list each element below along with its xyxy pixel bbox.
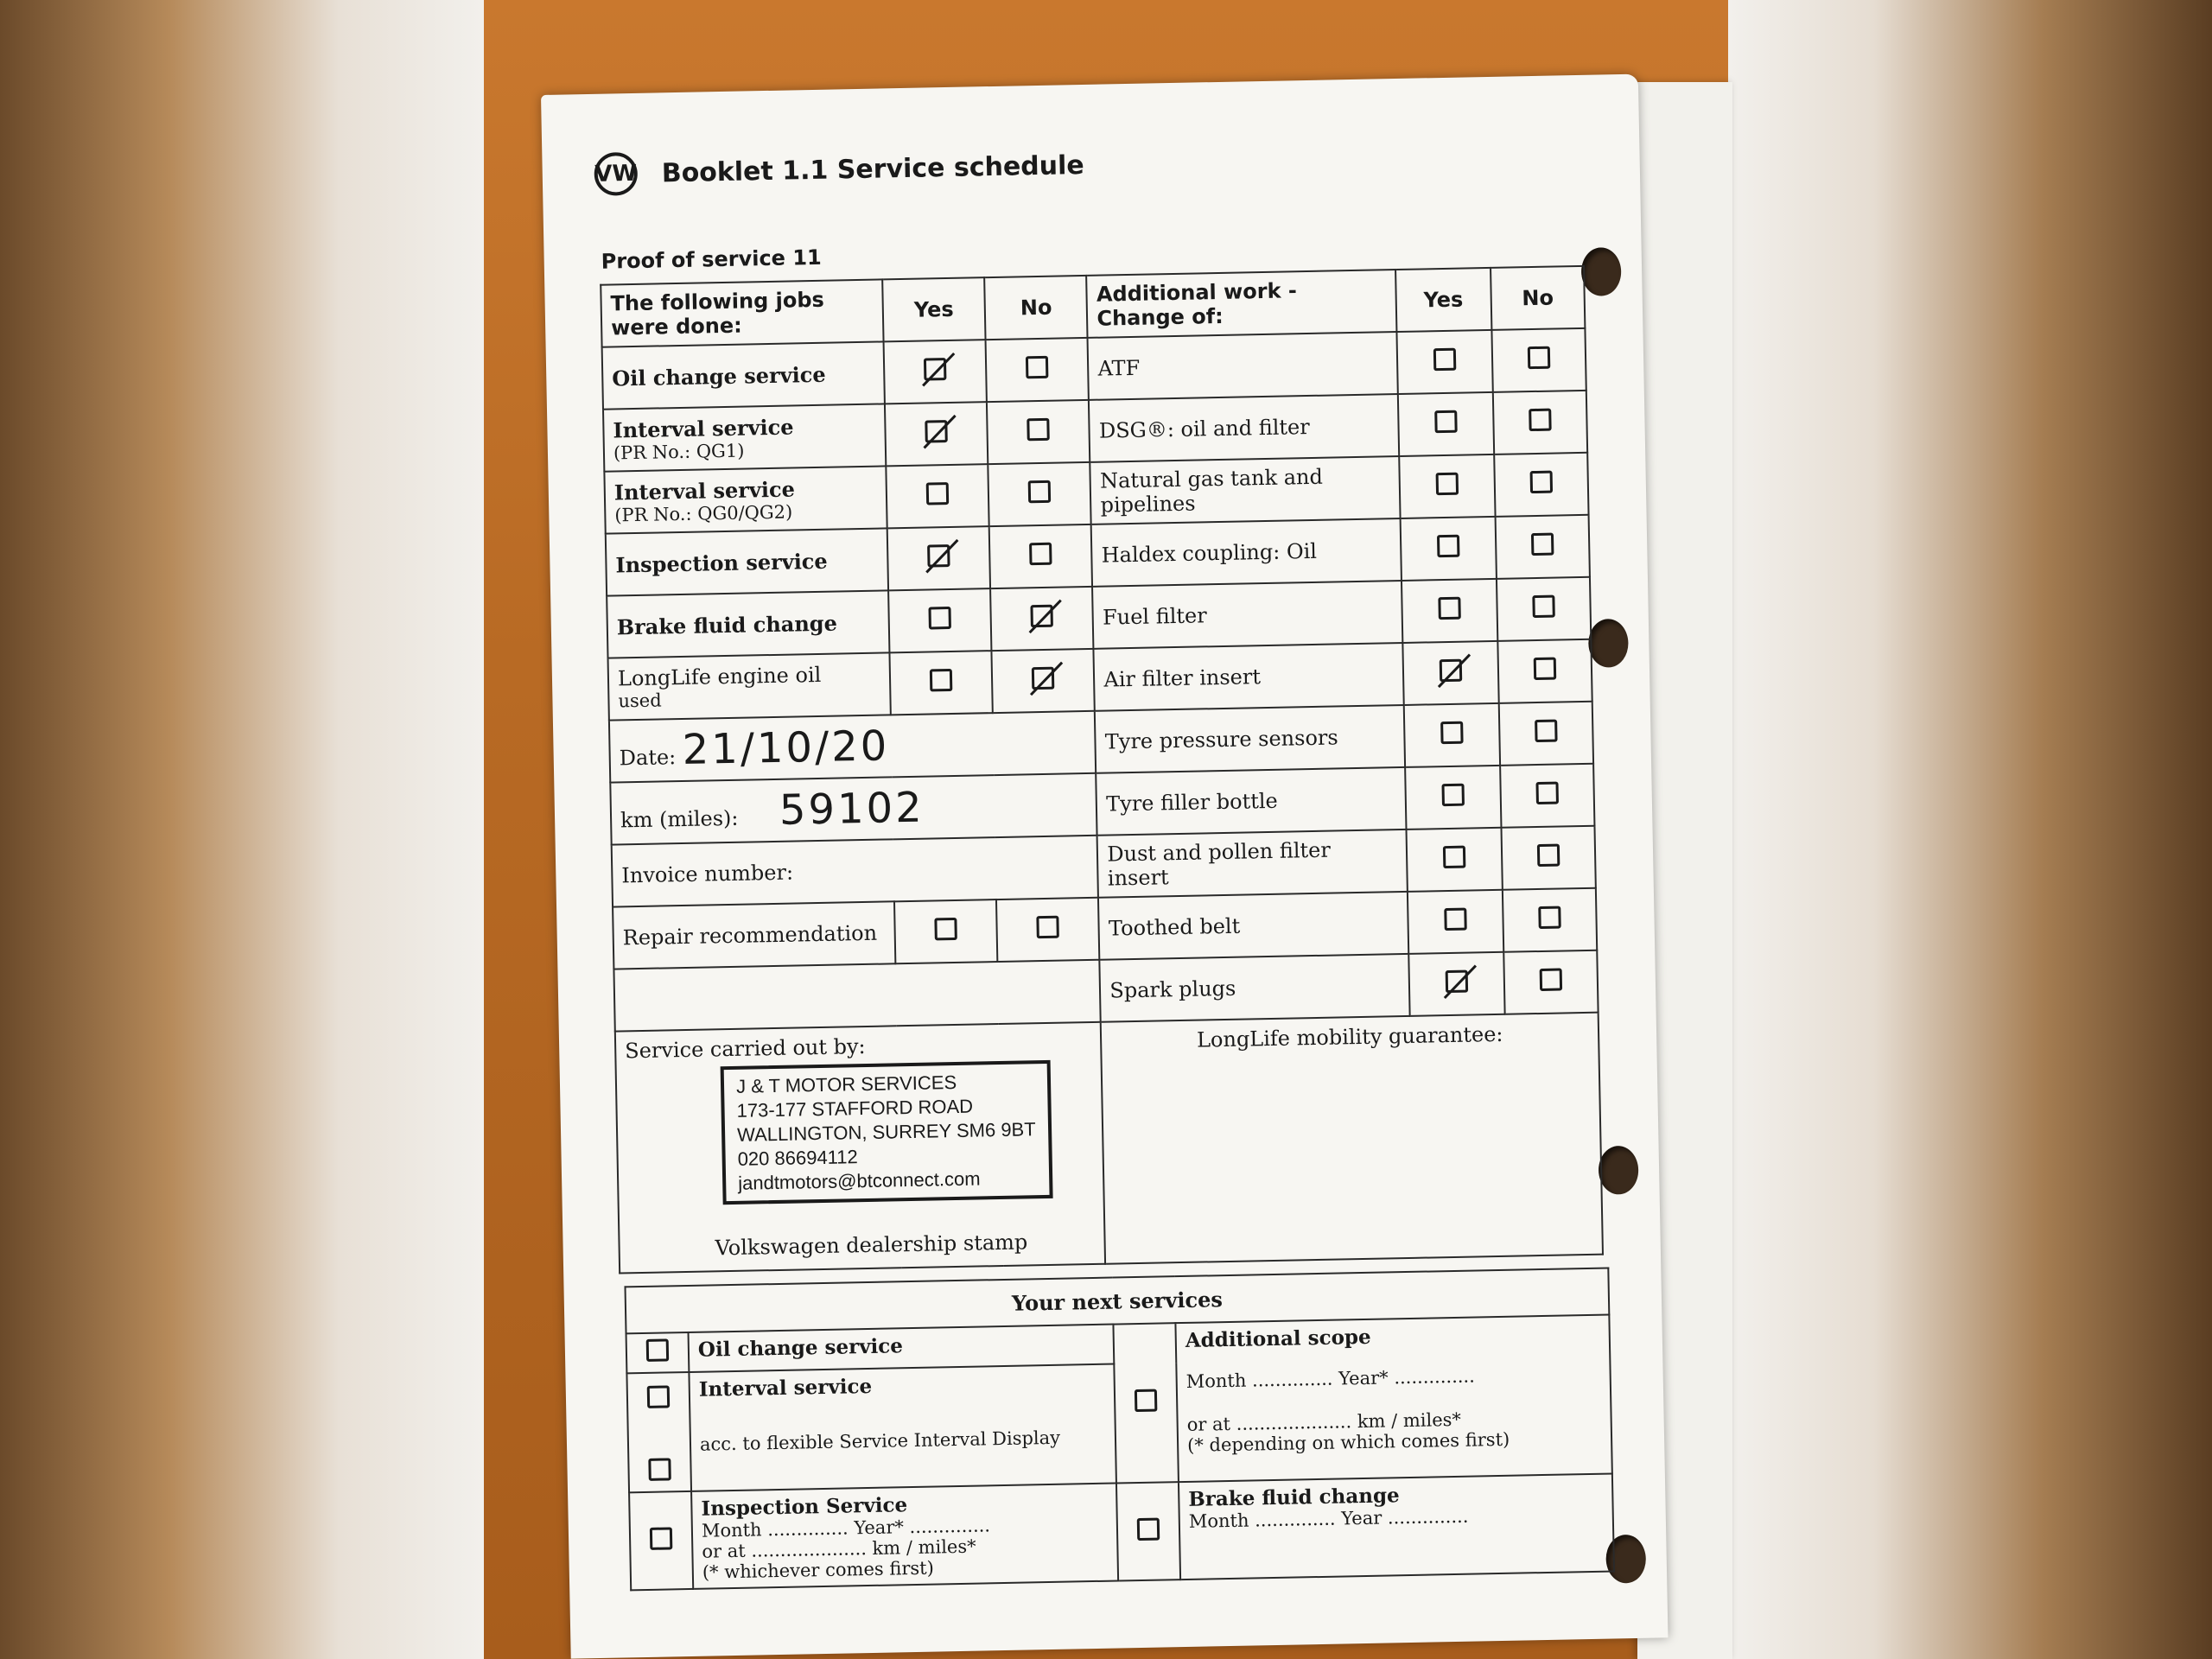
next-brake-checkbox[interactable] xyxy=(1137,1517,1160,1540)
job-no-checkbox[interactable] xyxy=(1031,605,1053,627)
additional-no-checkbox[interactable] xyxy=(1528,346,1550,369)
job-row xyxy=(606,528,888,595)
job-yes-checkbox[interactable] xyxy=(924,358,946,380)
job-no-checkbox[interactable] xyxy=(1027,418,1050,441)
mobility-guarantee-label: LongLife mobility guarantee: xyxy=(1196,1021,1503,1052)
date-field[interactable] xyxy=(609,711,1096,783)
additional-no-checkbox[interactable] xyxy=(1537,844,1560,867)
next-inspection-checkbox[interactable] xyxy=(650,1527,672,1549)
vw-logo-icon: VW xyxy=(594,152,638,196)
next-brake-label: Brake fluid change xyxy=(1188,1484,1400,1511)
next-additional-label: Additional scope xyxy=(1185,1325,1371,1352)
booklet-page xyxy=(541,74,1669,1659)
job-row xyxy=(607,590,889,658)
next-inspection-note: (* whichever comes first) xyxy=(702,1557,935,1583)
additional-yes-heading: Yes xyxy=(1395,268,1492,332)
next-brake-box xyxy=(1179,1473,1614,1580)
additional-item: Air filter insert xyxy=(1094,643,1404,711)
additional-no-checkbox[interactable] xyxy=(1529,471,1552,493)
next-interval-sub: acc. to flexible Service Interval Display xyxy=(699,1427,1061,1455)
background-left xyxy=(0,0,484,1659)
mileage-field[interactable] xyxy=(610,773,1097,845)
next-interval-checkbox[interactable] xyxy=(647,1385,670,1408)
next-brake-month: Month .............. Year .............. xyxy=(1188,1505,1469,1532)
additional-yes-checkbox[interactable] xyxy=(1444,908,1466,931)
job-yes-checkbox[interactable] xyxy=(926,482,949,505)
additional-yes-checkbox[interactable] xyxy=(1438,597,1460,620)
job-yes-checkbox[interactable] xyxy=(925,420,947,442)
job-label: LongLife engine oil xyxy=(617,662,822,691)
additional-no-checkbox[interactable] xyxy=(1538,906,1560,929)
job-row xyxy=(602,341,885,409)
next-additional-checkbox[interactable] xyxy=(1135,1389,1157,1412)
next-services-heading: Your next services xyxy=(625,1268,1609,1334)
additional-yes-checkbox[interactable] xyxy=(1433,348,1456,371)
additional-item: Fuel filter xyxy=(1092,581,1402,649)
mileage-handwritten: 59102 xyxy=(779,783,925,835)
proof-title: Proof of service 11 xyxy=(601,245,822,274)
next-additional-or: or at .................... km / miles* xyxy=(1186,1408,1462,1435)
invoice-field[interactable] xyxy=(612,836,1099,907)
additional-yes-checkbox[interactable] xyxy=(1435,473,1458,495)
stamp-line: J & T MOTOR SERVICES xyxy=(735,1071,957,1097)
additional-yes-checkbox[interactable] xyxy=(1440,721,1463,744)
dealer-stamp xyxy=(721,1060,1053,1205)
additional-item: Dust and pollen filter insert xyxy=(1097,830,1408,898)
job-no-checkbox[interactable] xyxy=(1029,543,1052,565)
date-label: Date: xyxy=(619,745,677,771)
next-inspection-month: Month .............. Year* .............. xyxy=(701,1515,991,1541)
additional-item: Toothed belt xyxy=(1098,892,1408,960)
next-oil-label: Oil change service xyxy=(689,1325,1115,1372)
additional-no-checkbox[interactable] xyxy=(1535,720,1557,742)
additional-yes-checkbox[interactable] xyxy=(1439,659,1461,682)
job-sublabel: (PR No.: QG1) xyxy=(613,440,745,463)
additional-no-checkbox[interactable] xyxy=(1535,782,1558,804)
next-flexible-checkbox[interactable] xyxy=(648,1458,671,1480)
additional-yes-checkbox[interactable] xyxy=(1437,535,1459,557)
next-interval-label: Interval service xyxy=(698,1374,873,1402)
additional-no-checkbox[interactable] xyxy=(1531,533,1554,556)
repair-recommendation-label: Repair recommendation xyxy=(613,901,895,969)
additional-heading: Additional work - Change of: xyxy=(1087,270,1397,338)
binder-hole xyxy=(1581,247,1622,296)
next-oil-checkbox[interactable] xyxy=(646,1338,669,1361)
additional-no-checkbox[interactable] xyxy=(1532,595,1554,618)
service-carried-out-label: Service carried out by: xyxy=(624,1033,866,1064)
invoice-label: Invoice number: xyxy=(621,860,794,888)
additional-yes-checkbox[interactable] xyxy=(1441,784,1464,806)
jobs-heading: The following jobs were done: xyxy=(601,279,883,346)
next-interval-box xyxy=(689,1364,1116,1491)
stamp-line: 020 86694112 xyxy=(737,1146,858,1170)
job-no-checkbox[interactable] xyxy=(1028,480,1051,503)
additional-item: ATF xyxy=(1088,332,1398,400)
dealer-stamp-label: Volkswagen dealership stamp xyxy=(715,1230,1028,1261)
blank-row xyxy=(613,960,1101,1032)
page-header xyxy=(594,143,1084,196)
additional-item: Tyre pressure sensors xyxy=(1095,705,1405,773)
job-label: Oil change service xyxy=(612,361,826,391)
additional-yes-checkbox[interactable] xyxy=(1443,846,1465,868)
job-label: Interval service xyxy=(613,475,796,505)
stamp-line: jandtmotors@btconnect.com xyxy=(737,1167,981,1194)
job-row xyxy=(603,404,886,471)
job-sublabel: used xyxy=(618,690,662,712)
jobs-no-heading: No xyxy=(984,276,1087,340)
next-additional-box xyxy=(1175,1315,1611,1483)
mileage-label: km (miles): xyxy=(620,805,739,833)
stamp-line: 173-177 STAFFORD ROAD xyxy=(736,1095,974,1122)
stamp-line: WALLINGTON, SURREY SM6 9BT xyxy=(736,1118,1036,1146)
jobs-yes-heading: Yes xyxy=(882,277,986,341)
job-label: Interval service xyxy=(613,413,794,442)
job-row xyxy=(604,466,887,533)
additional-yes-checkbox[interactable] xyxy=(1445,970,1467,993)
service-stamp-box xyxy=(615,1022,1106,1274)
page-title: Booklet 1.1 Service schedule xyxy=(661,149,1085,188)
service-record-table xyxy=(600,265,1604,1274)
job-yes-checkbox[interactable] xyxy=(930,669,952,691)
job-label: Inspection service xyxy=(615,548,828,577)
job-row xyxy=(608,652,891,720)
date-handwritten: 21/10/20 xyxy=(682,721,890,774)
additional-no-checkbox[interactable] xyxy=(1540,969,1562,991)
binder-hole xyxy=(1588,619,1629,668)
additional-item: DSG®: oil and filter xyxy=(1089,394,1399,462)
job-yes-checkbox[interactable] xyxy=(927,544,950,567)
background-right xyxy=(1728,0,2212,1659)
job-yes-checkbox[interactable] xyxy=(928,607,950,629)
additional-item: Haldex coupling: Oil xyxy=(1091,518,1402,587)
binder-hole xyxy=(1599,1146,1639,1195)
repair-yes-checkbox[interactable] xyxy=(934,918,957,940)
additional-no-checkbox[interactable] xyxy=(1529,409,1551,431)
additional-no-heading: No xyxy=(1491,266,1586,330)
additional-item: Natural gas tank and pipelines xyxy=(1090,456,1401,524)
additional-item: Spark plugs xyxy=(1100,954,1410,1022)
next-inspection-label: Inspection Service xyxy=(701,1493,908,1521)
job-sublabel: (PR No.: QG0/QG2) xyxy=(614,501,793,525)
job-label: Brake fluid change xyxy=(616,610,838,639)
additional-no-checkbox[interactable] xyxy=(1534,658,1556,680)
mobility-guarantee-box xyxy=(1101,1013,1603,1264)
repair-no-checkbox[interactable] xyxy=(1037,916,1059,938)
next-additional-note: (* depending on which comes first) xyxy=(1186,1428,1510,1456)
next-inspection-box xyxy=(691,1484,1118,1589)
job-no-checkbox[interactable] xyxy=(1032,667,1054,690)
next-additional-month: Month .............. Year* .............. xyxy=(1185,1365,1475,1392)
next-inspection-or: or at .................... km / miles* xyxy=(702,1535,976,1562)
additional-item: Tyre filler bottle xyxy=(1096,767,1407,836)
job-no-checkbox[interactable] xyxy=(1026,356,1048,378)
next-services-table xyxy=(624,1268,1615,1592)
additional-yes-checkbox[interactable] xyxy=(1434,410,1457,433)
